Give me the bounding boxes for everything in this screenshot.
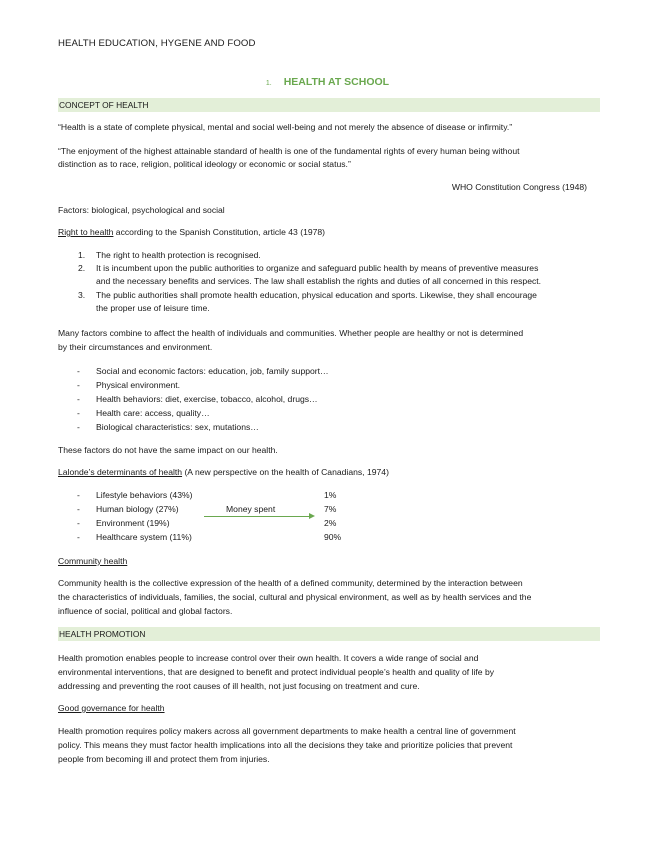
who-quote-1: “Health is a state of complete physical, mental and social well-being and not merely the absence of disease or infirmity.” <box>58 122 513 132</box>
factor-list <box>58 365 598 435</box>
list-item: - Physical environment. <box>58 379 598 393</box>
determinant-row: - Environment (19%) 2% <box>77 518 337 528</box>
list-item: - Social and economic factors: education, job, family support… <box>58 365 598 379</box>
money-percent: 1% <box>324 490 337 500</box>
determinants-list <box>58 489 378 545</box>
determinant-row: - Human biology (27%) 7% <box>77 504 337 514</box>
money-percent: 7% <box>324 504 337 514</box>
constitution-articles <box>58 249 603 316</box>
who-source: WHO Constitution Congress (1948) <box>451 182 587 192</box>
list-item: - Health behaviors: diet, exercise, tobacco, alcohol, drugs… <box>58 393 598 407</box>
promotion-line-2: environmental interventions, that are designed to benefit and protect individual people’s health and quality of life by <box>58 667 495 677</box>
determinant-label: Environment (19%) <box>96 518 170 528</box>
community-health-link[interactable]: Community health <box>58 556 128 566</box>
governance-line-1: Health promotion requires policy makers across all government departments to make health a central line of government <box>58 726 516 736</box>
who-quote-2-line-1: “The enjoyment of the highest attainable standard of health is one of the fundamental rights of every human being without <box>58 146 520 156</box>
article-item: 2. It is incumbent upon the public authorities to organize and safeguard public health by means of preventive measures and the necessary benefits and services. The law shall establish the rights and duties of all concerned in this respect. <box>78 263 542 286</box>
determinant-label: Lifestyle behaviors (43%) <box>96 490 193 500</box>
right-to-health-line <box>58 226 325 239</box>
document-header: HEALTH EDUCATION, HYGENE AND FOOD <box>58 38 256 49</box>
determinant-label: Human biology (27%) <box>96 504 179 514</box>
community-line-1: Community health is the collective expression of the health of a defined community, determined by the interaction between <box>58 578 523 588</box>
article-item: 1. The right to health protection is recognised. <box>78 250 261 260</box>
lalonde-source: (A new perspective on the health of Canadians, 1974) <box>182 467 389 477</box>
arrow-right-icon <box>309 513 315 519</box>
lalonde-link[interactable]: Lalonde’s determinants of health <box>58 467 183 477</box>
community-health-heading <box>58 555 127 568</box>
determinant-row: - Lifestyle behaviors (43%) 1% <box>77 490 337 500</box>
many-factors-line-2: by their circumstances and environment. <box>58 342 213 352</box>
money-percent: 90% <box>324 532 342 542</box>
article-item: 3. The public authorities shall promote health education, physical education and sports. Likewise, they shall encourage the proper use of leisure time. <box>78 290 537 313</box>
money-arrow-line <box>204 516 310 517</box>
right-to-health-source: according to the Spanish Constitution, article 43 (1978) <box>113 227 326 237</box>
factors-line: Factors: biological, psychological and social <box>58 205 225 215</box>
section-title-text: HEALTH AT SCHOOL <box>283 76 390 88</box>
impact-line: These factors do not have the same impact on our health. <box>58 445 278 455</box>
list-item: - Biological characteristics: sex, mutations… <box>58 421 598 435</box>
promotion-line-1: Health promotion enables people to increase control over their own health. It covers a wide range of social and <box>58 653 479 663</box>
promotion-line-3: addressing and preventing the root causes of ill health, not just focusing on treatment and cure. <box>58 681 420 691</box>
section-number: 1. <box>265 80 272 87</box>
community-line-3: influence of social, political and global factors. <box>58 606 233 616</box>
promotion-heading: HEALTH PROMOTION <box>58 627 600 641</box>
governance-heading <box>58 702 165 715</box>
section-title <box>0 76 655 88</box>
determinant-row: - Healthcare system (11%) 90% <box>77 532 342 542</box>
governance-line-2: policy. This means they must factor health implications into all the decisions they take and prioritize policies that prevent <box>58 740 513 750</box>
governance-line-3: people from becoming ill and protect them from injuries. <box>58 754 270 764</box>
governance-link[interactable]: Good governance for health <box>58 703 165 713</box>
right-to-health-link[interactable]: Right to health <box>58 227 114 237</box>
money-spent-label: Money spent <box>226 504 276 514</box>
who-quote-2-line-2: distinction as to race, religion, political ideology or economic or social status.” <box>58 159 351 169</box>
determinant-label: Healthcare system (11%) <box>96 532 192 542</box>
many-factors-line-1: Many factors combine to affect the health of individuals and communities. Whether people are healthy or not is determined <box>58 328 524 338</box>
list-item: - Health care: access, quality… <box>58 407 598 421</box>
money-percent: 2% <box>324 518 337 528</box>
lalonde-line <box>58 466 389 479</box>
community-line-2: the characteristics of individuals, families, the social, cultural and physical environment, as well as by health services and the <box>58 592 532 602</box>
concept-heading: CONCEPT OF HEALTH <box>58 98 600 112</box>
